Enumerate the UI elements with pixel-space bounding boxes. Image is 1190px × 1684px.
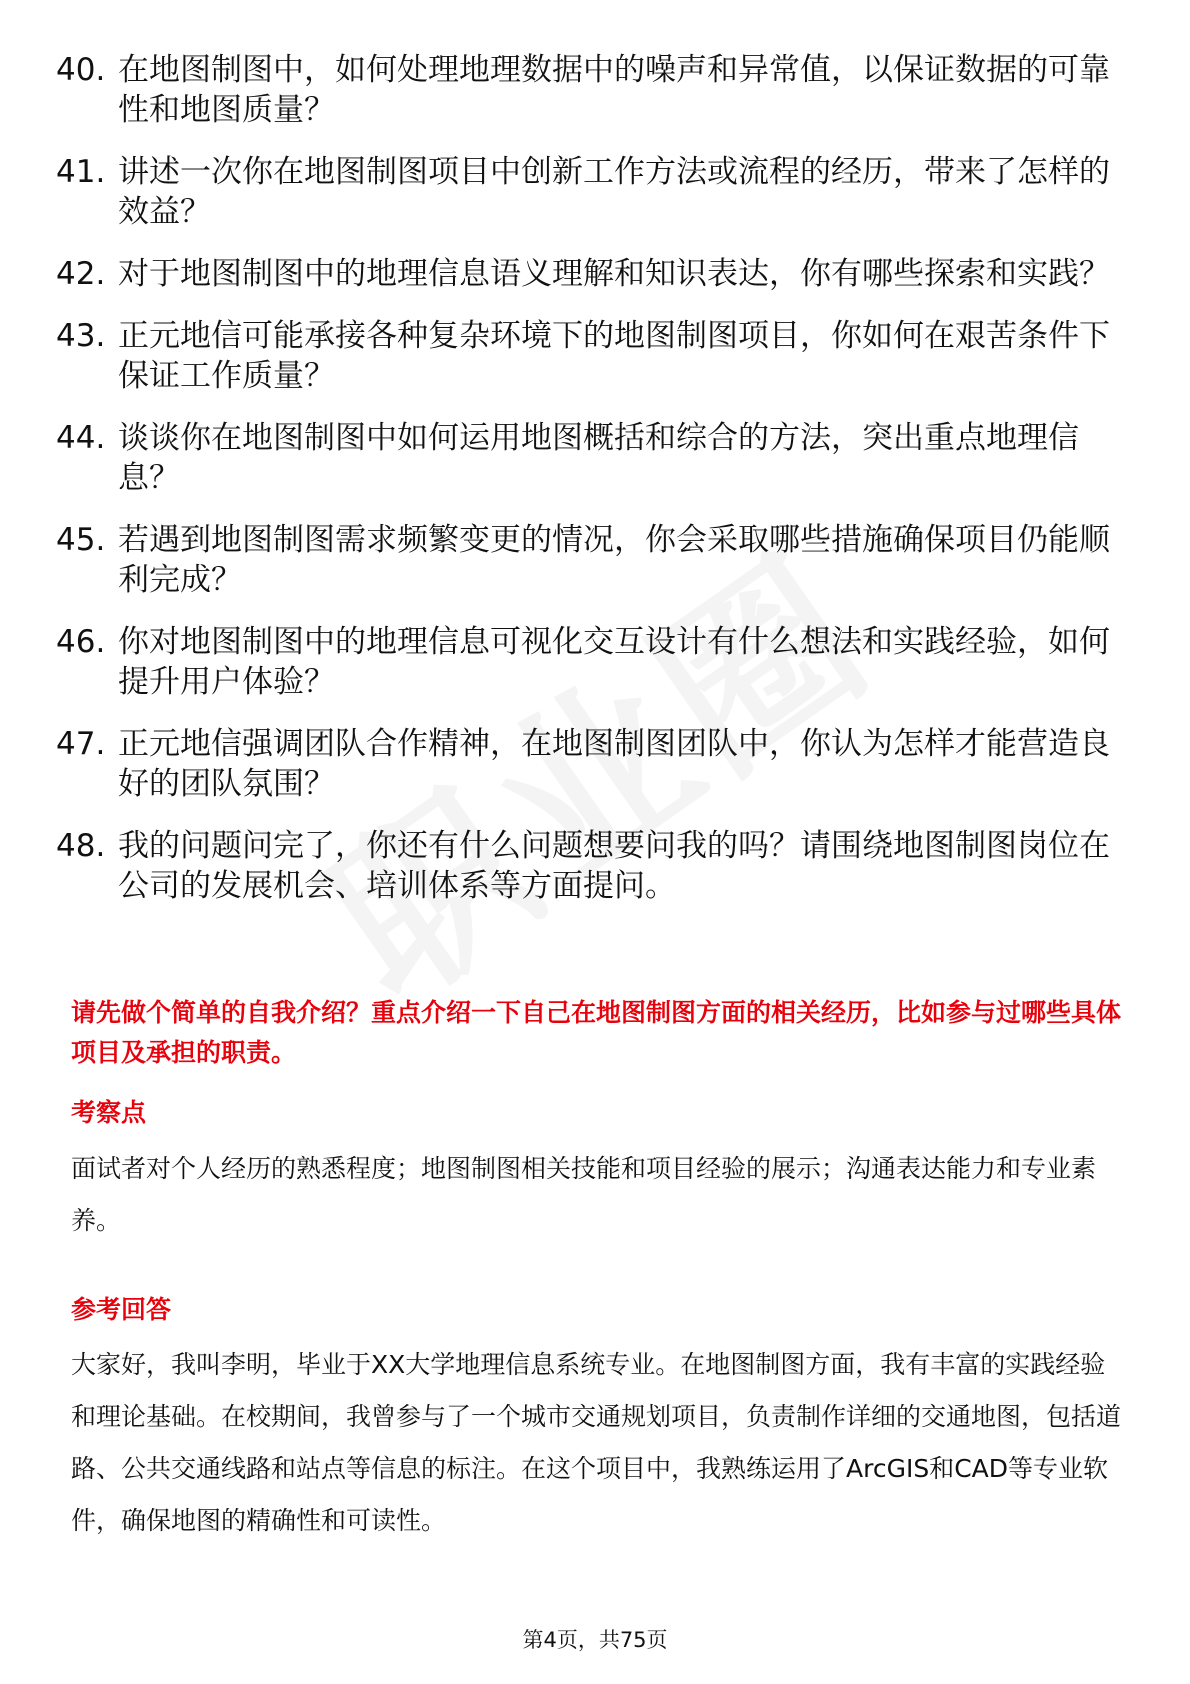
question-text: 你对地图制图中的地理信息可视化交互设计有什么想法和实践经验，如何提升用户体验？ bbox=[118, 624, 1110, 700]
question-item bbox=[56, 152, 1116, 232]
assessment-text: 面试者对个人经历的熟悉程度；地图制图相关技能和项目经验的展示；沟通表达能力和专业素养。 bbox=[71, 1154, 1097, 1235]
section-heading-reference-answer: 参考回答 bbox=[71, 1295, 172, 1324]
question-text: 在地图制图中，如何处理地理数据中的噪声和异常值，以保证数据的可靠性和地图质量？ bbox=[118, 52, 1110, 128]
question-item bbox=[56, 316, 1116, 396]
question-number: 45. bbox=[56, 522, 106, 558]
question-item bbox=[56, 520, 1116, 600]
question-number: 47. bbox=[56, 726, 106, 762]
question-list bbox=[56, 50, 1116, 928]
question-item bbox=[56, 50, 1116, 130]
question-text: 若遇到地图制图需求频繁变更的情况，你会采取哪些措施确保项目仍能顺利完成？ bbox=[118, 522, 1110, 598]
question-number: 42. bbox=[56, 256, 106, 292]
question-item bbox=[56, 254, 1116, 294]
question-number: 46. bbox=[56, 624, 106, 660]
question-text: 我的问题问完了，你还有什么问题想要问我的吗？请围绕地图制图岗位在公司的发展机会、培训体系等方面提问。 bbox=[118, 828, 1110, 904]
question-number: 48. bbox=[56, 828, 106, 864]
question-text: 正元地信可能承接各种复杂环境下的地图制图项目，你如何在艰苦条件下保证工作质量？ bbox=[118, 318, 1110, 394]
highlighted-question: 请先做个简单的自我介绍？重点介绍一下自己在地图制图方面的相关经历，比如参与过哪些具体项目及承担的职责。 bbox=[71, 998, 1122, 1067]
question-text: 正元地信强调团队合作精神，在地图制图团队中，你认为怎样才能营造良好的团队氛围？ bbox=[118, 726, 1110, 802]
section-heading-assessment: 考察点 bbox=[71, 1098, 147, 1127]
question-number: 41. bbox=[56, 154, 106, 190]
reference-answer-text: 大家好，我叫李明，毕业于XX大学地理信息系统专业。在地图制图方面，我有丰富的实践经验和理论基础。在校期间，我曾参与了一个城市交通规划项目，负责制作详细的交通地图，包括道路、公共交通线路和站点等信息的标注。在这个项目中，我熟练运用了ArcGIS和CAD等专业软件，确保地图的精确性和可读性。 bbox=[71, 1350, 1122, 1535]
question-item bbox=[56, 418, 1116, 498]
question-text: 对于地图制图中的地理信息语义理解和知识表达，你有哪些探索和实践？ bbox=[118, 256, 1110, 292]
question-text: 讲述一次你在地图制图项目中创新工作方法或流程的经历，带来了怎样的效益？ bbox=[118, 154, 1110, 230]
question-item bbox=[56, 826, 1116, 906]
question-number: 43. bbox=[56, 318, 106, 354]
question-number: 44. bbox=[56, 420, 106, 456]
page-footer: 第4页，共75页 bbox=[522, 1628, 668, 1652]
question-item bbox=[56, 622, 1116, 702]
question-number: 40. bbox=[56, 52, 106, 88]
question-item bbox=[56, 724, 1116, 804]
question-text: 谈谈你在地图制图中如何运用地图概括和综合的方法，突出重点地理信息？ bbox=[118, 420, 1079, 496]
